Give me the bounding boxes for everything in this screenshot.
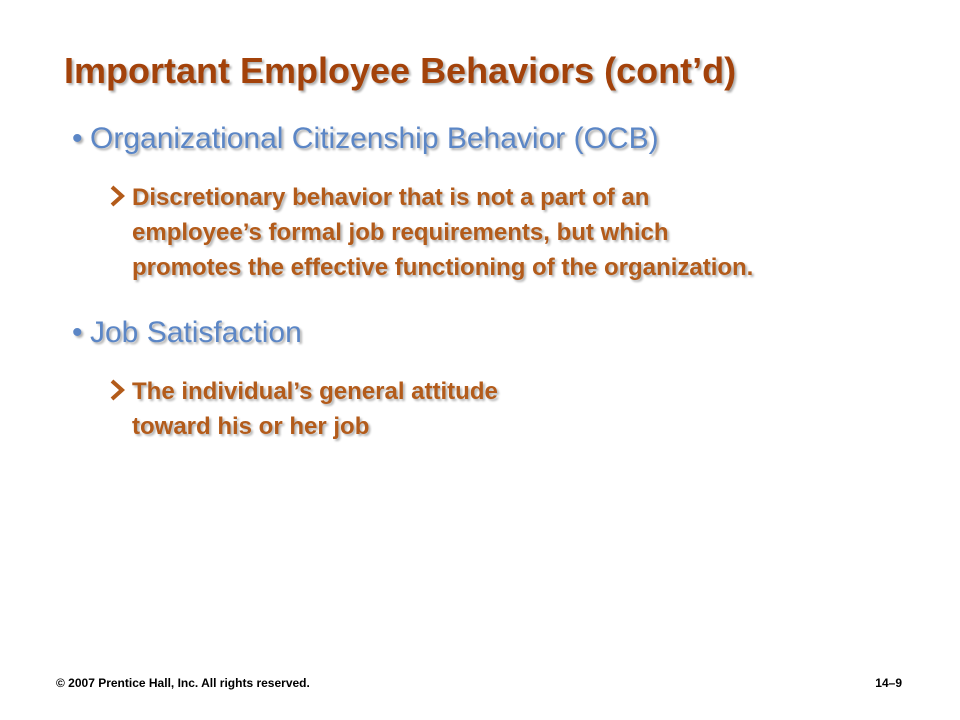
bullet-item-job-satisfaction [72, 316, 302, 350]
footer-page-number: 14–9 [875, 676, 902, 690]
bullet-heading-job-satisfaction: Job Satisfaction [90, 316, 302, 349]
bullet-dot-icon: • [72, 122, 83, 155]
arrow-right-icon [106, 378, 128, 402]
footer-copyright: © 2007 Prentice Hall, Inc. All rights reserved. [56, 676, 310, 690]
sub-line: toward his or her job [132, 413, 370, 440]
sub-point-ocb [106, 180, 753, 285]
sub-line: The individual’s general attitude [132, 378, 498, 405]
sub-line: employee’s formal job requirements, but which [132, 219, 669, 246]
sub-text-job-satisfaction [132, 374, 498, 444]
bullet-heading-ocb: Organizational Citizenship Behavior (OCB) [90, 122, 659, 155]
sub-point-job-satisfaction [106, 374, 498, 444]
bullet-dot-icon: • [72, 316, 83, 349]
sub-line: promotes the effective functioning of the organization. [132, 254, 754, 281]
bullet-item-ocb [72, 122, 659, 156]
arrow-right-icon [106, 184, 128, 208]
slide-title: Important Employee Behaviors (cont’d) [64, 50, 737, 91]
sub-line: Discretionary behavior that is not a part of an [132, 184, 650, 211]
sub-text-ocb [132, 180, 753, 285]
